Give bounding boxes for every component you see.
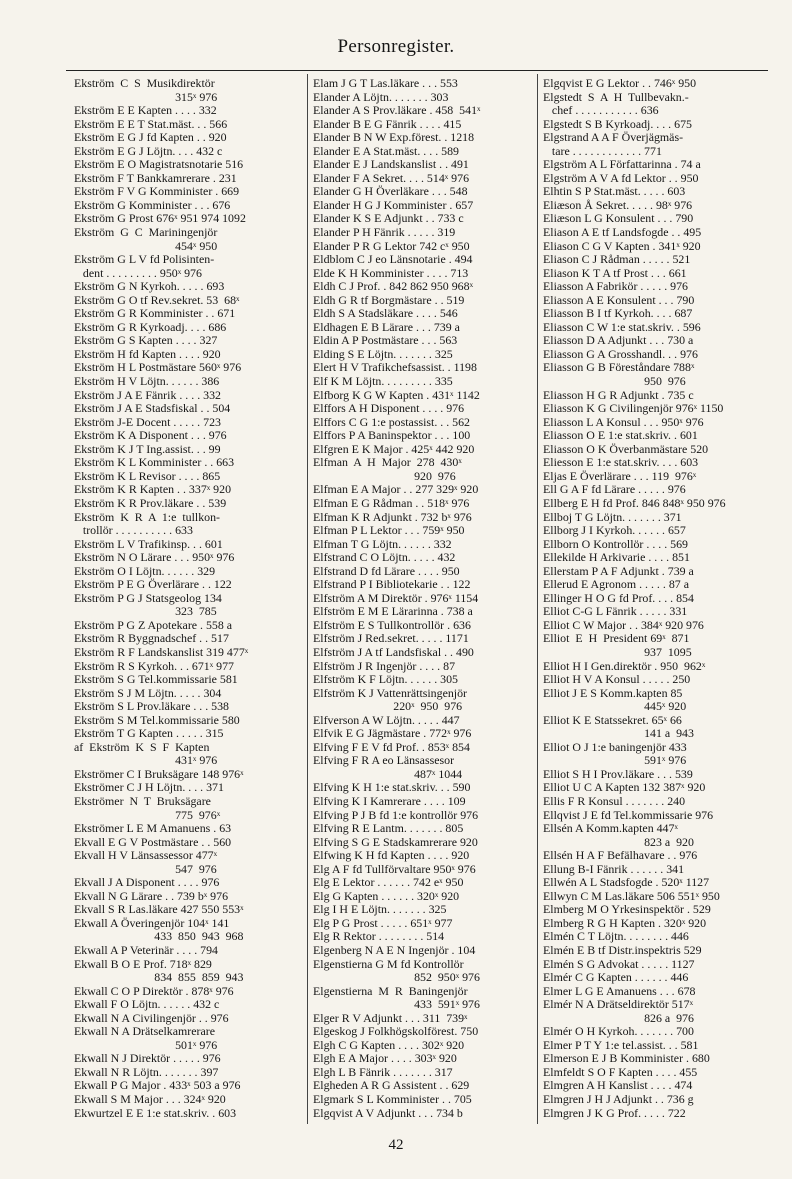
register-entry: Elffors P A Baninspektor . . . 100: [313, 429, 471, 443]
register-entry: Ekström P G Z Apotekare . 558 a: [74, 618, 233, 632]
register-entry: Elgstedt S B Kyrkoadj. . . . 675: [543, 117, 692, 131]
register-entry: Elander K S E Adjunkt . . 733 c: [313, 212, 464, 226]
register-entry: Elfvik E G Jägmästare . 772ˣ 976: [313, 727, 472, 741]
register-entry: Elde K H Komminister . . . . 713: [313, 266, 469, 280]
register-entry: Eliasson D A Adjunkt . . . 730 a: [543, 334, 694, 348]
register-entry: Elfborg K G W Kapten . 431ˣ 1142: [313, 388, 480, 402]
register-entry: af Ekström K S F Kapten: [74, 740, 210, 754]
register-entry: 834 855 859 943: [74, 971, 244, 985]
register-entry: 547 976: [74, 862, 217, 876]
register-entry: Elfving S G E Stadskamrerare 920: [313, 835, 478, 849]
register-entry: Ekström G R Kyrkoadj. . . . 686: [74, 320, 227, 334]
register-entry: Elliot C-G L Fänrik . . . . . 331: [543, 605, 688, 619]
register-entry: Elander P R G Lektor 742 cˣ 950: [313, 239, 470, 253]
register-entry: Elgh C G Kapten . . . . 302ˣ 920: [313, 1038, 465, 1052]
register-entry: Eldhagen E B Lärare . . . 739 a: [313, 320, 460, 334]
register-entry: Elliot U C A Kapten 132 387ˣ 920: [543, 781, 706, 795]
register-entry: Ellinger H O G fd Prof. . . . 854: [543, 591, 694, 605]
register-entry: 920 976: [313, 469, 456, 483]
register-entry: Ekwall C O P Direktör . 878ˣ 976: [74, 984, 234, 998]
register-entry: Elliot O J 1:e baningenjör 433: [543, 740, 687, 754]
register-entry: Ekström N O Lärare . . . 950ˣ 976: [74, 551, 235, 565]
register-entry: Ekström K R Kapten . . 337ˣ 920: [74, 483, 232, 497]
register-entry: Ellsén H A F Befälhavare . . 976: [543, 849, 698, 863]
register-entry: Ellis F R Konsul . . . . . . . 240: [543, 794, 686, 808]
register-entry: Elam J G T Las.läkare . . . 553: [313, 77, 458, 90]
register-entry: Ellborn O Kontrollör . . . . 569: [543, 537, 688, 551]
register-entry: Eliæson L G Konsulent . . . 790: [543, 212, 694, 226]
register-entry: Eliasson G A Grosshandl. . . 976: [543, 347, 698, 361]
register-entry: Ekström G R Komminister . . 671: [74, 307, 236, 321]
register-entry: Elgström A V A fd Lektor . . 950: [543, 171, 699, 185]
register-entry: Elgström A L Författarinna . 74 a: [543, 158, 701, 172]
register-entry: Ellberg E H fd Prof. 846 848ˣ 950 976: [543, 496, 726, 510]
header-rule: [66, 70, 768, 71]
register-entry: Ekvall E G V Postmästare . . 560: [74, 835, 232, 849]
register-entry: Elmgren J H J Adjunkt . . 736 g: [543, 1093, 694, 1107]
register-entry: Elmén E B tf Distr.inspektris 529: [543, 944, 702, 957]
register-entry: 591ˣ 976: [543, 754, 687, 768]
register-entry: Elmér O H Kyrkoh. . . . . . . 700: [543, 1025, 694, 1039]
register-entry: 775 976ˣ: [74, 808, 221, 822]
register-entry: Elmberg M O Yrkesinspektör . 529: [543, 903, 711, 917]
register-entry: 937 1095: [543, 645, 692, 659]
register-entry: Ekström E O Magistratsnotarie 516: [74, 158, 244, 172]
register-entry: Elgh L B Fänrik . . . . . . . 317: [313, 1065, 453, 1079]
register-entry: 431ˣ 976: [74, 754, 218, 768]
register-entry: Eliasson O E 1:e stat.skriv. . 601: [543, 429, 698, 443]
register-entry: 445ˣ 920: [543, 700, 687, 714]
register-entry: Ekwall N A Drätselkamrerare: [74, 1025, 215, 1039]
register-entry: Ekström S G Tel.kommissarie 581: [74, 673, 238, 687]
page-title: Personregister.: [337, 36, 455, 57]
register-entry: Ellerstam P A F Adjunkt . 739 a: [543, 564, 694, 578]
page-number: 42: [388, 1137, 404, 1153]
register-entry: Elfman T G Löjtn. . . . . . 332: [313, 537, 452, 551]
register-entry: Elgeskog J Folkhögskolförest. 750: [313, 1025, 479, 1039]
register-entry: Ekström K L Komminister . . 663: [74, 456, 235, 470]
register-entry: Ellsén A Komm.kapten 447ˣ: [543, 822, 678, 836]
register-entry: Elfström A M Direktör . 976ˣ 1154: [313, 591, 479, 605]
register-entry: 823 a 920: [543, 835, 694, 849]
register-entry: Elfverson A W Löjtn. . . . . 447: [313, 713, 460, 727]
column-divider: [307, 74, 308, 1124]
register-entry: Eliasson L A Konsul . . . 950ˣ 976: [543, 415, 704, 429]
register-entry: Elander P H Fänrik . . . . . 319: [313, 226, 456, 240]
register-entry: Elliot E H President 69ˣ 871: [543, 632, 690, 646]
register-entry: Ellekilde H Arkivarie . . . . 851: [543, 551, 690, 565]
register-entry: Elander A Löjtn. . . . . . . 303: [313, 90, 449, 104]
register-entry: Ekström E G J Löjtn. . . . 432 c: [74, 144, 223, 158]
register-entry: Elliot H I Gen.direktör . 950 962ˣ: [543, 659, 706, 673]
register-entry: Elgqvist E G Lektor . . 746ˣ 950: [543, 77, 697, 90]
register-entry: Elander F A Sekret. . . . 514ˣ 976: [313, 171, 470, 185]
register-entry: Ekström G L V fd Polisinten-: [74, 253, 215, 267]
register-entry: Elander B N W Exp.förest. . 1218: [313, 131, 475, 145]
register-entry: Ekström G N Kyrkoh. . . . . 693: [74, 280, 225, 294]
register-entry: Eliason C J Rådman . . . . . 521: [543, 253, 691, 267]
register-entry: Ekström K A Disponent . . . 976: [74, 429, 227, 443]
register-entry: Elfström K F Löjtn. . . . . . 305: [313, 673, 458, 687]
register-entry: Elfman E A Major . . 277 329ˣ 920: [313, 483, 479, 497]
register-entry: Ellborg J I Kyrkoh. . . . . . 657: [543, 524, 686, 538]
register-entry: Elffors C G 1:e postassist. . . 562: [313, 415, 470, 429]
register-entry: Eliason C G V Kapten . 341ˣ 920: [543, 239, 701, 253]
register-entry: Eliasson G B Föreståndare 788ˣ: [543, 361, 695, 375]
register-entry: Eliasson B I tf Kyrkoh. . . . 687: [543, 307, 693, 321]
register-entry: Ekströmer N T Bruksägare: [74, 794, 211, 808]
register-entry: trollör . . . . . . . . . . 633: [74, 524, 193, 538]
register-entry: Eldin A P Postmästare . . . 563: [313, 334, 458, 348]
register-entry: Elgqvist A V Adjunkt . . . 734 b: [313, 1106, 463, 1120]
register-entry: Elfstrand P I Bibliotekarie . . 122: [313, 578, 471, 592]
register-entry: Ekström E G J fd Kapten . . 920: [74, 131, 227, 145]
register-entry: Ekström O I Löjtn. . . . . . 329: [74, 564, 216, 578]
register-entry: Elg P G Prost . . . . . 651ˣ 977: [313, 916, 453, 930]
register-entry: Elgheden A R G Assistent . . 629: [313, 1079, 470, 1093]
register-entry: Elander A S Prov.läkare . 458 541ˣ: [313, 104, 481, 118]
register-entry: 852 950ˣ 976: [313, 971, 480, 985]
register-entry: Eliæson Å Sekret. . . . . 98ˣ 976: [543, 198, 693, 212]
register-entry: Elg I H E Löjtn. . . . . . . 325: [313, 903, 447, 917]
register-entry: Ellung B-I Fänrik . . . . . . 341: [543, 862, 685, 876]
register-entry: Ekström K R Prov.läkare . . 539: [74, 496, 227, 510]
register-entry: Eliason K T A tf Prost . . . 661: [543, 266, 687, 280]
register-entry: Elfwing K H fd Kapten . . . . 920: [313, 849, 470, 863]
register-entry: Eliasson H G R Adjunkt . 735 c: [543, 388, 694, 402]
register-entry: Elfström J Red.sekret. . . . . 1171: [313, 632, 469, 646]
register-entry: Eliesson E 1:e stat.skriv. . . . 603: [543, 456, 699, 470]
register-entry: Ekström P E G Överlärare . . 122: [74, 578, 232, 592]
register-entry: Ekström H fd Kapten . . . . 920: [74, 347, 221, 361]
register-entry: Elmér N A Drätseldirektör 517ˣ: [543, 998, 694, 1012]
register-entry: Ekström E E Kapten . . . . 332: [74, 104, 217, 118]
register-entry: Elliot S H I Prov.läkare . . . 539: [543, 767, 693, 781]
register-entry: Elgstrand A A F Överjägmäs-: [543, 131, 684, 145]
register-entry: Elfstrand D fd Lärare . . . . 950: [313, 564, 460, 578]
register-entry: Elmén C T Löjtn. . . . . . . . 446: [543, 930, 689, 944]
register-entry: Elfving P J B fd 1:e kontrollör 976: [313, 808, 479, 822]
register-entry: Ekström S J M Löjtn. . . . . 304: [74, 686, 222, 700]
register-column-3: [543, 77, 767, 1122]
register-entry: Elgenstierna M R Baningenjör: [313, 984, 468, 998]
register-entry: 433 591ˣ 976: [313, 998, 480, 1012]
register-entry: Elfman P L Lektor . . . 759ˣ 950: [313, 524, 465, 538]
register-entry: Elander B E G Fänrik . . . . 415: [313, 117, 462, 131]
register-entry: Elfving F R A eo Länsassesor: [313, 754, 455, 768]
register-entry: Elding S E Löjtn. . . . . . . 325: [313, 347, 453, 361]
register-entry: Ekström H L Postmästare 560ˣ 976: [74, 361, 242, 375]
register-entry: Elander E A Stat.mäst. . . . 589: [313, 144, 459, 158]
register-entry: Ekwall N R Löjtn. . . . . . . 397: [74, 1065, 219, 1079]
register-entry: Ekström H V Löjtn. . . . . . 386: [74, 375, 220, 389]
register-entry: Elfving R E Lantm. . . . . . . 805: [313, 822, 464, 836]
register-entry: dent . . . . . . . . . 950ˣ 976: [74, 266, 202, 280]
register-entry: Elfving K I Kamrerare . . . . 109: [313, 794, 466, 808]
register-entry: Ekwall N A Civilingenjör . . 976: [74, 1011, 229, 1025]
register-entry: Ekström J-E Docent . . . . . 723: [74, 415, 221, 429]
register-entry: Ekström L V Trafikinsp. . . 601: [74, 537, 223, 551]
register-entry: Ekström J A E Fänrik . . . . 332: [74, 388, 221, 402]
register-entry: Ekström G C Mariningenjör: [74, 226, 218, 240]
register-entry: Ekström J A E Stadsfiskal . . 504: [74, 402, 231, 416]
register-entry: 433 850 943 968: [74, 930, 244, 944]
register-entry: Ekström S L Prov.läkare . . . 538: [74, 700, 229, 714]
register-entry: Elffors A H Disponent . . . . 976: [313, 402, 465, 416]
register-entry: Elfström E S Tullkontrollör . 636: [313, 618, 471, 632]
register-entry: 826 a 976: [543, 1011, 694, 1025]
register-entry: Elfström J R Ingenjör . . . . 87: [313, 659, 456, 673]
register-entry: Elgenberg N A E N Ingenjör . 104: [313, 944, 476, 957]
register-entry: Elfman A H Major 278 430ˣ: [313, 456, 462, 470]
register-entry: Ekström G Prost 676ˣ 951 974 1092: [74, 212, 246, 226]
register-entry: Ekströmer C I Bruksägare 148 976ˣ: [74, 767, 244, 781]
register-entry: Eliasson C W 1:e stat.skriv. . 596: [543, 320, 701, 334]
register-entry: Elmgren J K G Prof. . . . . 722: [543, 1106, 686, 1120]
register-entry: Elliot K E Statssekret. 65ˣ 66: [543, 713, 682, 727]
register-entry: Ekström R Byggnadschef . . 517: [74, 632, 229, 646]
register-entry: Ekström T G Kapten . . . . . 315: [74, 727, 224, 741]
register-entry: Ekström F T Bankkamrerare . 231: [74, 171, 237, 185]
register-column-2: [313, 77, 533, 1122]
register-entry: Ellboj T G Löjtn. . . . . . . 371: [543, 510, 682, 524]
register-entry: Elmfeldt S O F Kapten . . . . 455: [543, 1065, 698, 1079]
register-entry: Ekström R S Kyrkoh. . . 671ˣ 977: [74, 659, 235, 673]
register-entry: Elmén S G Advokat . . . . . 1127: [543, 957, 695, 971]
register-entry: Ekström G Komminister . . . 676: [74, 198, 231, 212]
register-entry: Elliot J E S Komm.kapten 85: [543, 686, 683, 700]
register-entry: Ekwall S M Major . . . 324ˣ 920: [74, 1093, 226, 1107]
register-entry: Elfman E G Rådman . . 518ˣ 976: [313, 496, 470, 510]
register-entry: 454ˣ 950: [74, 239, 218, 253]
register-entry: Elmberg R G H Kapten . 320ˣ 920: [543, 916, 707, 930]
register-entry: Ekström E E T Stat.mäst. . . 566: [74, 117, 228, 131]
register-entry: 315ˣ 976: [74, 90, 218, 104]
register-entry: Ekvall N G Lärare . . 739 bˣ 976: [74, 889, 229, 903]
register-entry: Eliasson O K Överbanmästare 520: [543, 442, 709, 456]
register-entry: Elg A F fd Tullförvaltare 950ˣ 976: [313, 862, 476, 876]
register-entry: tare . . . . . . . . . . . . 771: [543, 144, 662, 158]
register-entry: Elgh E A Major . . . . 303ˣ 920: [313, 1052, 457, 1066]
register-entry: Ekwall N J Direktör . . . . . 976: [74, 1052, 221, 1066]
register-column-1: [74, 77, 303, 1122]
register-entry: Elfstrand C O Löjtn. . . . . 432: [313, 551, 456, 565]
register-entry: Ellwén A L Stadsfogde . 520ˣ 1127: [543, 876, 710, 890]
register-entry: Ekwall B O E Prof. 718ˣ 829: [74, 957, 212, 971]
register-entry: Ekström R F Landskanslist 319 477ˣ: [74, 645, 249, 659]
register-entry: Elfgren E K Major . 425ˣ 442 920: [313, 442, 475, 456]
register-entry: Elmer L G E Amanuens . . . 678: [543, 984, 696, 998]
register-entry: Ellqvist J E fd Tel.kommissarie 976: [543, 808, 714, 822]
register-entry: 487ˣ 1044: [313, 767, 463, 781]
register-entry: Elander E J Landskanslist . . 491: [313, 158, 469, 172]
register-entry: Ellwyn C M Las.läkare 506 551ˣ 950: [543, 889, 720, 903]
register-entry: Elfström K J Vattenrättsingenjör: [313, 686, 468, 700]
register-entry: Eljas E Överlärare . . . 119 976ˣ: [543, 469, 697, 483]
register-entry: Ell G A F fd Lärare . . . . . 976: [543, 483, 686, 497]
register-entry: Elliot C W Major . . 384ˣ 920 976: [543, 618, 704, 632]
register-entry: Elmer P T Y 1:e tel.assist. . . 581: [543, 1038, 699, 1052]
register-entry: Ekström C S Musikdirektör: [74, 77, 215, 90]
register-entry: Elfström J A tf Landsfiskal . . 490: [313, 645, 474, 659]
register-entry: chef . . . . . . . . . . . 636: [543, 104, 659, 118]
register-entry: Elger R V Adjunkt . . . 311 739ˣ: [313, 1011, 468, 1025]
register-entry: Elert H V Trafikchefsassist. . 1198: [313, 361, 477, 375]
register-entry: Elfström E M E Lärarinna . 738 a: [313, 605, 473, 619]
register-entry: 220ˣ 950 976: [313, 700, 463, 714]
register-entry: Ekström K L Revisor . . . . 865: [74, 469, 221, 483]
register-entry: Eliasson A E Konsulent . . . 790: [543, 293, 695, 307]
register-entry: Eldh G R tf Borgmästare . . 519: [313, 293, 465, 307]
register-entry: Elfving F E V fd Prof. . 853ˣ 854: [313, 740, 470, 754]
register-entry: Ekvall J A Disponent . . . . 976: [74, 876, 220, 890]
register-entry: Ekström K J T Ing.assist. . . 99: [74, 442, 221, 456]
register-entry: Ekströmer C J H Löjtn. . . . 371: [74, 781, 224, 795]
register-entry: Elg R Rektor . . . . . . . . 514: [313, 930, 445, 944]
register-entry: Elg E Lektor . . . . . . 742 eˣ 950: [313, 876, 464, 890]
register-entry: Ellerud E Agronom . . . . . 87 a: [543, 578, 689, 592]
register-entry: 323 785: [74, 605, 217, 619]
register-entry: Ekström K R A 1:e tullkon-: [74, 510, 220, 524]
register-entry: Ekwall A P Veterinär . . . . 794: [74, 944, 218, 957]
register-entry: Elg G Kapten . . . . . . 320ˣ 920: [313, 889, 460, 903]
register-entry: 501ˣ 976: [74, 1038, 218, 1052]
register-entry: Eliasson A Fabrikör . . . . . 976: [543, 280, 688, 294]
register-entry: Elgmark S L Komminister . . 705: [313, 1093, 472, 1107]
register-entry: Elander G H Överläkare . . . 548: [313, 185, 468, 199]
register-entry: Ekwall A Överingenjör 104ˣ 141: [74, 916, 230, 930]
register-entry: Elgenstierna G M fd Kontrollör: [313, 957, 464, 971]
register-entry: Elmér C G Kapten . . . . . . 446: [543, 971, 689, 985]
register-entry: Ekwall P G Major . 433ˣ 503 a 976: [74, 1079, 241, 1093]
register-entry: Elmerson E J B Komminister . 680: [543, 1052, 710, 1066]
register-entry: Ekwurtzel E E 1:e stat.skriv. . 603: [74, 1106, 237, 1120]
register-entry: Elgstedt S A H Tullbevakn.-: [543, 90, 689, 104]
register-entry: Elfving K H 1:e stat.skriv. . . 590: [313, 781, 471, 795]
register-entry: Eldblom C J eo Länsnotarie . 494: [313, 253, 473, 267]
register-entry: Ekströmer L E M Amanuens . 63: [74, 822, 232, 836]
register-entry: Elliot H V A Konsul . . . . . 250: [543, 673, 691, 687]
register-entry: Eliason A E tf Landsfogde . . 495: [543, 226, 702, 240]
register-entry: Ekvall S R Las.läkare 427 550 553ˣ: [74, 903, 244, 917]
register-entry: Elander H G J Komminister . 657: [313, 198, 474, 212]
register-entry: 141 a 943: [543, 727, 694, 741]
register-entry: Eldh S A Stadsläkare . . . . 546: [313, 307, 458, 321]
register-entry: Ekström S M Tel.kommissarie 580: [74, 713, 240, 727]
register-entry: Elfman K R Adjunkt . 732 bˣ 976: [313, 510, 472, 524]
column-divider: [537, 74, 538, 1124]
register-entry: Elhtin S P Stat.mäst. . . . . 603: [543, 185, 686, 199]
register-entry: Elf K M Löjtn. . . . . . . . . 335: [313, 375, 453, 389]
register-entry: Ekström F V G Komminister . 669: [74, 185, 240, 199]
register-entry: Elmgren A H Kanslist . . . . 474: [543, 1079, 693, 1093]
register-entry: Ekström G O tf Rev.sekret. 53 68ˣ: [74, 293, 240, 307]
register-entry: Eliasson K G Civilingenjör 976ˣ 1150: [543, 402, 724, 416]
register-entry: Ekvall H V Länsassessor 477ˣ: [74, 849, 218, 863]
register-entry: Ekström G S Kapten . . . . 327: [74, 334, 218, 348]
register-entry: Ekström P G J Statsgeolog 134: [74, 591, 222, 605]
register-entry: Ekwall F O Löjtn. . . . . . 432 c: [74, 998, 220, 1012]
register-entry: 950 976: [543, 375, 686, 389]
register-entry: Eldh C J Prof. . 842 862 950 968ˣ: [313, 280, 474, 294]
